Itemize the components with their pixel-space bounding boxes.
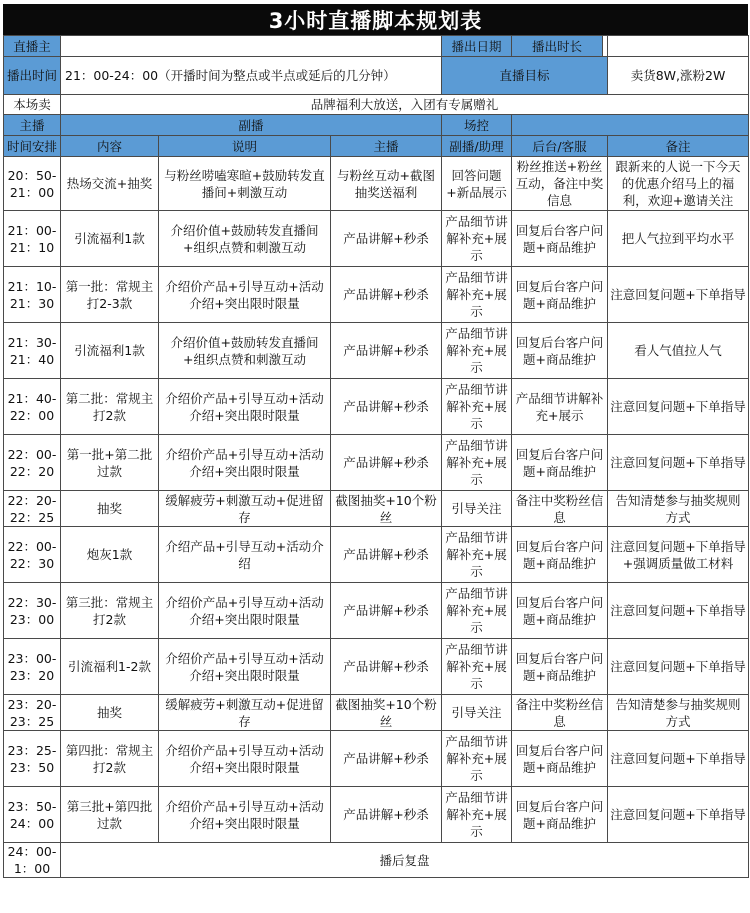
group-blank: [512, 115, 749, 136]
row-note: 注意回复问题+下单指导: [608, 583, 749, 639]
row-content: 抽奖: [61, 491, 159, 527]
row-desc: 介绍价值+鼓励转发直播间+组织点赞和刺激互动: [159, 211, 331, 267]
final-row-time: 24：00-1：00: [4, 843, 61, 878]
row-note: 注意回复问题+下单指导: [608, 639, 749, 695]
row-backend: 产品细节讲解补充+展示: [512, 379, 608, 435]
row-content: 热场交流+抽奖: [61, 157, 159, 211]
col-host: 主播: [331, 136, 442, 157]
row-backend: 回复后台客户问题+商品维护: [512, 583, 608, 639]
goal-value: 卖货8W,涨粉2W: [608, 57, 749, 95]
row-time: 22：20-22：25: [4, 491, 61, 527]
row-backend: 备注中奖粉丝信息: [512, 695, 608, 731]
schedule-row: [4, 731, 749, 787]
row-note: 注意回复问题+下单指导: [608, 787, 749, 843]
schedule-row: [4, 267, 749, 323]
row-time: 22：30-23：00: [4, 583, 61, 639]
schedule-row: [4, 157, 749, 211]
row-assist: 产品细节讲解补充+展示: [442, 583, 512, 639]
row-backend: 回复后台客户问题+商品维护: [512, 639, 608, 695]
schedule-row: [4, 491, 749, 527]
row-desc: 介绍价产品+引导互动+活动介绍+突出限时限量: [159, 435, 331, 491]
row-content: 第一批：常规主打2-3款: [61, 267, 159, 323]
row-host: 产品讲解+秒杀: [331, 527, 442, 583]
row-desc: 介绍价产品+引导互动+活动介绍+突出限时限量: [159, 267, 331, 323]
row-note: 看人气值拉人气: [608, 323, 749, 379]
row-note: 告知清楚参与抽奖规则方式: [608, 695, 749, 731]
group-header-row: [4, 115, 749, 136]
row-time: 21：40-22：00: [4, 379, 61, 435]
row-content: 第二批：常规主打2款: [61, 379, 159, 435]
row-content: 炮灰1款: [61, 527, 159, 583]
row-content: 引流福利1款: [61, 211, 159, 267]
row-assist: 产品细节讲解补充+展示: [442, 435, 512, 491]
row-assist: 产品细节讲解补充+展示: [442, 731, 512, 787]
row-assist: 产品细节讲解补充+展示: [442, 267, 512, 323]
row-desc: 介绍价产品+引导互动+活动介绍+突出限时限量: [159, 379, 331, 435]
schedule-row: [4, 639, 749, 695]
host-value: [61, 36, 442, 57]
row-desc: 介绍产品+引导互动+活动介绍: [159, 527, 331, 583]
row-time: 22：00-22：20: [4, 435, 61, 491]
row-backend: 粉丝推送+粉丝互动，备注中奖信息: [512, 157, 608, 211]
sell-value: 品牌福利大放送，入团有专属赠礼: [61, 95, 749, 115]
row-backend: 回复后台客户问题+商品维护: [512, 527, 608, 583]
time-value: 21：00-24：00（开播时间为整点或半点或延后的几分钟）: [61, 57, 442, 95]
sheet-title: 3小时直播脚本规划表: [3, 4, 748, 35]
row-desc: 介绍价产品+引导互动+活动介绍+突出限时限量: [159, 583, 331, 639]
schedule-row: [4, 583, 749, 639]
row-backend: 回复后台客户问题+商品维护: [512, 731, 608, 787]
row-time: 23：25-23：50: [4, 731, 61, 787]
col-backend: 后台/客服: [512, 136, 608, 157]
row-host: 产品讲解+秒杀: [331, 583, 442, 639]
row-note: 注意回复问题+下单指导: [608, 379, 749, 435]
final-row: [4, 843, 749, 878]
group-sub-anchor: 副播: [61, 115, 442, 136]
row-backend: 回复后台客户问题+商品维护: [512, 211, 608, 267]
row-host: 产品讲解+秒杀: [331, 267, 442, 323]
schedule-row: [4, 435, 749, 491]
date-label: 播出日期: [442, 36, 512, 57]
row-time: 23：50-24：00: [4, 787, 61, 843]
row-assist: 产品细节讲解补充+展示: [442, 527, 512, 583]
row-content: 引流福利1-2款: [61, 639, 159, 695]
row-host: 产品讲解+秒杀: [331, 787, 442, 843]
row-note: 注意回复问题+下单指导: [608, 267, 749, 323]
row-host: 产品讲解+秒杀: [331, 323, 442, 379]
col-note: 备注: [608, 136, 749, 157]
row-host: 产品讲解+秒杀: [331, 211, 442, 267]
column-header-row: [4, 136, 749, 157]
schedule-row: [4, 787, 749, 843]
info-row-sell: [4, 95, 749, 115]
col-desc: 说明: [159, 136, 331, 157]
row-assist: 回答问题+新品展示: [442, 157, 512, 211]
row-desc: 缓解疲劳+刺激互动+促进留存: [159, 491, 331, 527]
row-desc: 介绍价产品+引导互动+活动介绍+突出限时限量: [159, 639, 331, 695]
row-backend: 回复后台客户问题+商品维护: [512, 787, 608, 843]
row-backend: 回复后台客户问题+商品维护: [512, 267, 608, 323]
row-content: 第四批：常规主打2款: [61, 731, 159, 787]
info-row-time: [4, 57, 749, 95]
schedule-row: [4, 695, 749, 731]
schedule-row: [4, 527, 749, 583]
row-time: 20：50-21：00: [4, 157, 61, 211]
row-host: 产品讲解+秒杀: [331, 379, 442, 435]
row-desc: 介绍价值+鼓励转发直播间+组织点赞和刺激互动: [159, 323, 331, 379]
row-assist: 引导关注: [442, 491, 512, 527]
row-time: 21：00-21：10: [4, 211, 61, 267]
row-assist: 引导关注: [442, 695, 512, 731]
row-host: 产品讲解+秒杀: [331, 731, 442, 787]
row-host: 截图抽奖+10个粉丝: [331, 491, 442, 527]
row-backend: 回复后台客户问题+商品维护: [512, 323, 608, 379]
host-label: 直播主: [4, 36, 61, 57]
row-host: 截图抽奖+10个粉丝: [331, 695, 442, 731]
row-assist: 产品细节讲解补充+展示: [442, 379, 512, 435]
row-desc: 与粉丝唠嗑寒暄+鼓励转发直播间+刺激互动: [159, 157, 331, 211]
row-content: 第三批：常规主打2款: [61, 583, 159, 639]
goal-label: 直播目标: [442, 57, 608, 95]
row-time: 22：00-22：30: [4, 527, 61, 583]
col-content: 内容: [61, 136, 159, 157]
row-assist: 产品细节讲解补充+展示: [442, 639, 512, 695]
row-time: 23：20-23：25: [4, 695, 61, 731]
row-content: 第一批+第二批过款: [61, 435, 159, 491]
duration-label: 播出时长: [512, 36, 603, 56]
info-row-host: [4, 36, 749, 57]
row-host: 产品讲解+秒杀: [331, 639, 442, 695]
col-assist: 副播/助理: [442, 136, 512, 157]
row-backend: 备注中奖粉丝信息: [512, 491, 608, 527]
row-host: 与粉丝互动+截图抽奖送福利: [331, 157, 442, 211]
row-time: 21：10-21：30: [4, 267, 61, 323]
row-content: 抽奖: [61, 695, 159, 731]
group-anchor: 主播: [4, 115, 61, 136]
row-assist: 产品细节讲解补充+展示: [442, 211, 512, 267]
row-note: 注意回复问题+下单指导+强调质量做工材料: [608, 527, 749, 583]
final-row-content: 播后复盘: [61, 843, 749, 878]
row-backend: 回复后台客户问题+商品维护: [512, 435, 608, 491]
row-note: 告知清楚参与抽奖规则方式: [608, 491, 749, 527]
row-assist: 产品细节讲解补充+展示: [442, 787, 512, 843]
row-desc: 缓解疲劳+刺激互动+促进留存: [159, 695, 331, 731]
script-table: [3, 35, 749, 878]
row-content: 第三批+第四批过款: [61, 787, 159, 843]
row-note: 注意回复问题+下单指导: [608, 435, 749, 491]
row-content: 引流福利1款: [61, 323, 159, 379]
row-note: 把人气拉到平均水平: [608, 211, 749, 267]
row-desc: 介绍价产品+引导互动+活动介绍+突出限时限量: [159, 787, 331, 843]
schedule-row: [4, 323, 749, 379]
schedule-row: [4, 379, 749, 435]
time-label: 播出时间: [4, 57, 61, 95]
duration-value-cell: [532, 36, 749, 57]
schedule-row: [4, 211, 749, 267]
row-time: 21：30-21：40: [4, 323, 61, 379]
row-host: 产品讲解+秒杀: [331, 435, 442, 491]
row-assist: 产品细节讲解补充+展示: [442, 323, 512, 379]
col-time: 时间安排: [4, 136, 61, 157]
group-control: 场控: [442, 115, 512, 136]
row-desc: 介绍价产品+引导互动+活动介绍+突出限时限量: [159, 731, 331, 787]
row-note: 跟新来的人说一下今天的优惠介绍马上的福利，欢迎+邀请关注: [608, 157, 749, 211]
sell-label: 本场卖: [4, 95, 61, 115]
row-time: 23：00-23：20: [4, 639, 61, 695]
row-note: 注意回复问题+下单指导: [608, 731, 749, 787]
